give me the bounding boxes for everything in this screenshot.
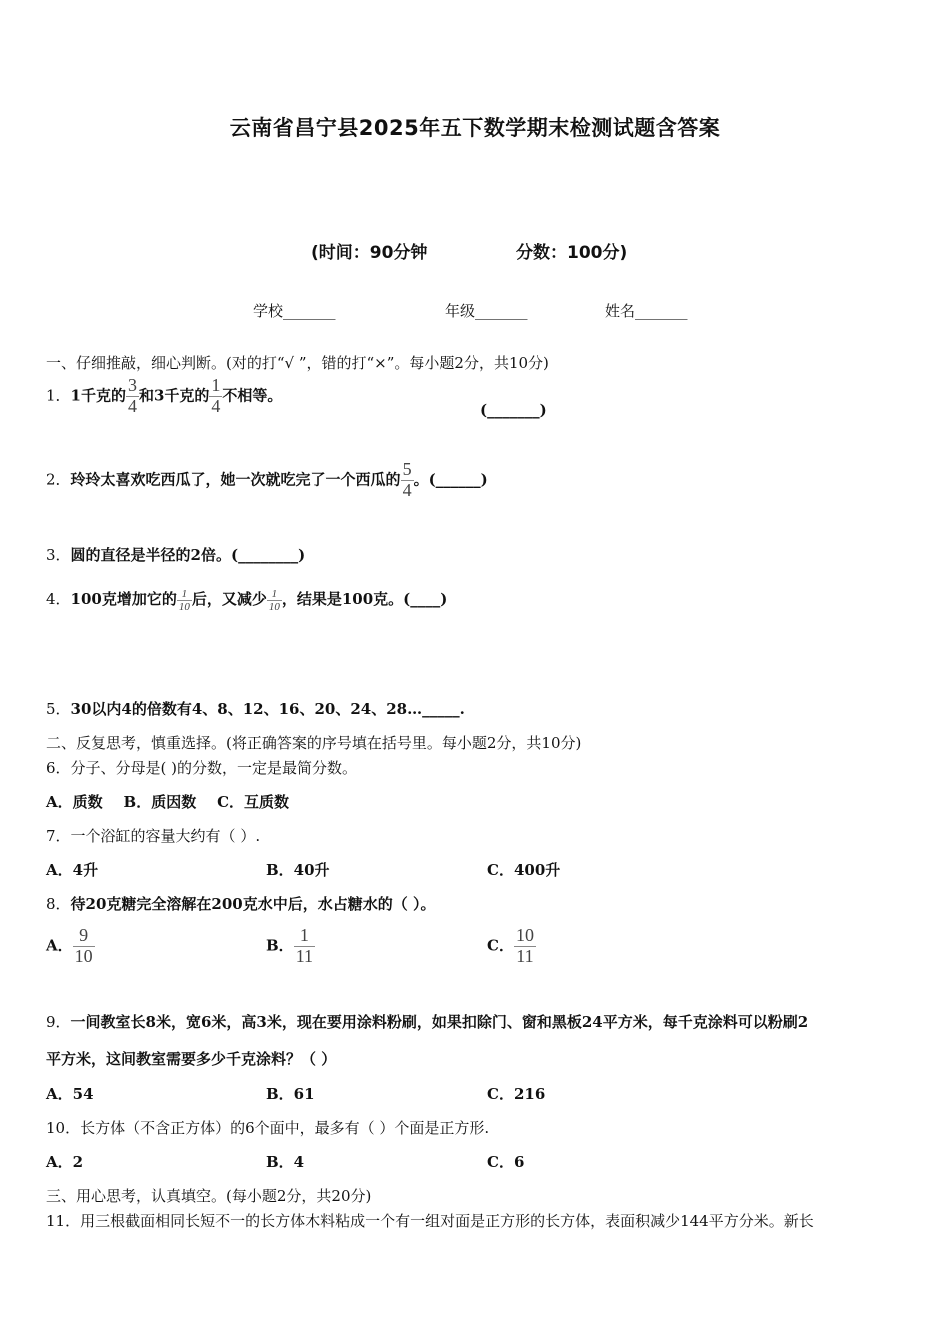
question-11 xyxy=(46,1210,814,1231)
q1-text-1: 1千克的 xyxy=(70,386,126,405)
q6-text: 分子、分母是( )的分数，一定是最简分数。 xyxy=(70,759,358,777)
q6-options[interactable]: A．质数 B．质因数 C．互质数 xyxy=(46,793,290,811)
question-8 xyxy=(46,893,435,914)
question-number: 2． xyxy=(46,470,71,489)
q10-option-b[interactable]: B．4 xyxy=(266,1153,305,1171)
fraction-1-11: $\frac{1}{11}$ xyxy=(295,925,314,966)
score-info: 分数：100分) xyxy=(516,243,628,263)
question-1 xyxy=(46,376,282,417)
fraction-9-10: $\frac{9}{10}$ xyxy=(74,925,93,966)
question-number: 3． xyxy=(46,546,71,564)
section2-heading: 二、反复思考，慎重选择。(将正确答案的序号填在括号里。每小题2分，共10分) xyxy=(46,734,582,752)
q1-text-3: 不相等。 xyxy=(222,386,283,405)
q8-text: 待20克糖完全溶解在200克水中后，水占糖水的（ ）。 xyxy=(70,895,436,913)
fraction-3-4: $\frac{3}{4}$ xyxy=(127,375,137,416)
q7-text: 一个浴缸的容量大约有（ ）. xyxy=(70,827,261,845)
q9-option-c[interactable]: C．216 xyxy=(487,1085,546,1103)
q4-text-2: 后，又减少 xyxy=(191,590,267,608)
q5-text: 30以内4的倍数有4、8、12、16、20、24、28…_____. xyxy=(70,700,465,718)
q3-text: 圆的直径是半径的2倍。(________) xyxy=(70,546,306,564)
q7-option-a[interactable]: A．4升 xyxy=(46,861,99,879)
grade-field[interactable]: 年级_______ xyxy=(445,302,528,320)
q10-option-c[interactable]: C．6 xyxy=(487,1153,525,1171)
q10-option-a[interactable]: A．2 xyxy=(46,1153,84,1171)
question-number: 6． xyxy=(46,759,71,777)
question-number: 8． xyxy=(46,895,71,913)
q11-text: 用三根截面相同长短不一的长方体木料粘成一个有一组对面是正方形的长方体，表面积减少144平方分米。新长 xyxy=(80,1212,814,1230)
question-7 xyxy=(46,825,260,846)
q7-option-c[interactable]: C．400升 xyxy=(487,861,561,879)
section1-heading: 一、仔细推敲，细心判断。(对的打“√ ”，错的打“×”。每小题2分，共10分) xyxy=(46,354,549,372)
question-number: 5． xyxy=(46,700,71,718)
question-2 xyxy=(46,460,488,501)
q7-option-b[interactable]: B．40升 xyxy=(266,861,330,879)
question-number: 9． xyxy=(46,1013,71,1031)
question-5 xyxy=(46,698,465,719)
q9-text-line1: 一间教室长8米，宽6米，高3米，现在要用涂料粉刷，如果扣除门、窗和黑板24平方米，每千克涂料可以粉刷2 xyxy=(70,1013,809,1031)
q2-answer-blank[interactable]: 。(______) xyxy=(413,470,488,489)
question-number: 11． xyxy=(46,1212,81,1230)
question-10 xyxy=(46,1117,489,1138)
q10-text: 长方体（不含正方体）的6个面中，最多有（ ）个面是正方形. xyxy=(80,1119,490,1137)
question-3 xyxy=(46,544,305,565)
q4-text-3: ，结果是100克。(____) xyxy=(281,590,448,608)
q1-text-2: 和3千克的 xyxy=(138,386,210,405)
question-number: 10． xyxy=(46,1119,81,1137)
time-info: (时间：90分钟 xyxy=(311,243,428,263)
q9-option-a[interactable]: A．54 xyxy=(46,1085,94,1103)
q8-option-a[interactable]: A． $\frac{9}{10}$ xyxy=(46,925,93,966)
school-field[interactable]: 学校_______ xyxy=(253,302,336,320)
fraction-10-11: $\frac{10}{11}$ xyxy=(515,925,534,966)
question-4 xyxy=(46,588,447,613)
fraction-5-4: $\frac{5}{4}$ xyxy=(402,459,412,500)
fraction-1-4: $\frac{1}{4}$ xyxy=(211,375,221,416)
section3-heading: 三、用心思考，认真填空。(每小题2分，共20分) xyxy=(46,1187,372,1205)
q2-text-1: 玲玲太喜欢吃西瓜了，她一次就吃完了一个西瓜的 xyxy=(70,470,401,489)
q9-option-b[interactable]: B．61 xyxy=(266,1085,315,1103)
name-field[interactable]: 姓名_______ xyxy=(605,302,688,320)
q8-option-c[interactable]: C． $\frac{10}{11}$ xyxy=(487,925,534,966)
q9-text-line2: 平方米，这间教室需要多少千克涂料？（ ） xyxy=(46,1050,337,1068)
page-title: 云南省昌宁县2025年五下数学期末检测试题含答案 xyxy=(229,116,721,140)
fraction-1-10: $\frac{1}{10}$ xyxy=(178,588,190,614)
fraction-1-10-second: $\frac{1}{10}$ xyxy=(268,588,280,614)
q4-text-1: 100克增加它的 xyxy=(70,590,177,608)
question-9 xyxy=(46,1011,808,1032)
question-number: 7． xyxy=(46,827,71,845)
question-number: 4． xyxy=(46,590,71,608)
q1-answer-blank[interactable]: (_______) xyxy=(480,401,547,419)
question-number: 1． xyxy=(46,386,71,405)
q8-option-b[interactable]: B． $\frac{1}{11}$ xyxy=(266,925,314,966)
question-6 xyxy=(46,757,357,778)
